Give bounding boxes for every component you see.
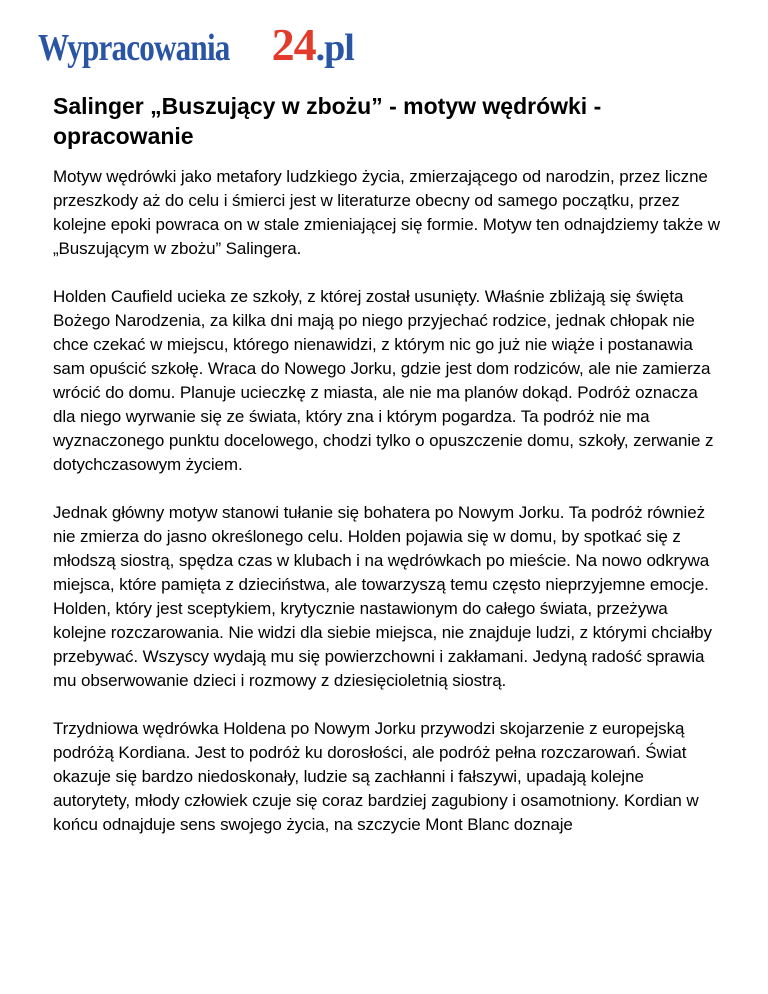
paragraph-escape: Holden Caufield ucieka ze szkoły, z której został usunięty. Właśnie zbliżają się święta Bożego Narodzenia, za kilka dni mają po niego przyjechać rodzice, jednak chłopak nie chce czekać w miejscu, którego nienawidzi, z którym nic go już nie wiąże i postanawia sam opuścić szkołę. Wraca do Nowego Jorku, gdzie jest dom rodziców, ale nie zamierza wrócić do domu. Planuje ucieczkę z miasta, ale nie ma planów dokąd. Podróż oznacza dla niego wyrwanie się ze świata, który zna i którym pogardza. Ta podróż nie ma wyznaczonego punktu docelowego, chodzi tylko o opuszczenie domu, szkoły, zerwanie z dotychczasowym życiem. xyxy=(53,287,714,474)
logo-brand-main: Wypracowania xyxy=(38,27,230,69)
paragraph-new-york: Jednak główny motyw stanowi tułanie się bohatera po Nowym Jorku. Ta podróż również nie zmierza do jasno określonego celu. Holden pojawia się w domu, by spotkać się z młodszą siostrą, spędza czas w klubach i na wędrówkach po mieście. Na nowo odkrywa miejsca, które pamięta z dzieciństwa, ale towarzyszą temu często nieprzyjemne emocje. Holden, który jest sceptykiem, krytycznie nastawionym do całego świata, przeżywa kolejne rozczarowania. Nie widzi dla siebie miejsca, nie znajduje ludzi, z którymi chciałby przebywać. Wszyscy wydają mu się powierzchowni i zakłamani. Jedyną radość sprawia mu obserwowanie dzieci i rozmowy z dziesięcioletnią siostrą. xyxy=(53,503,712,690)
document-title: Salinger „Buszujący w zbożu” - motyw wędrówki - opracowanie xyxy=(53,93,602,149)
paragraph-intro: Motyw wędrówki jako metafory ludzkiego życia, zmierzającego od narodzin, przez liczne przeszkody aż do celu i śmierci jest w literaturze obecny od samego początku, przez kolejne epoki powraca on w stale zmieniającej się formie. Motyw ten odnajdziemy także w „Buszującym w zbożu” Salingera. xyxy=(53,167,720,258)
document-body xyxy=(53,91,721,861)
logo-brand-tld: .pl xyxy=(315,27,354,69)
logo-brand-number: 24 xyxy=(271,19,316,70)
paragraph-kordian: Trzydniowa wędrówka Holdena po Nowym Jorku przywodzi skojarzenie z europejską podróżą Kordiana. Jest to podróż ku dorosłości, ale podróż pełna rozczarowań. Świat okazuje się bardzo niedoskonały, ludzie są zachłanni i fałszywi, upadają kolejne autorytety, młody człowiek czuje się coraz bardziej zagubiony i osamotniony. Kordian w końcu odnajduje sens swojego życia, na szczycie Mont Blanc doznaje xyxy=(53,719,699,834)
site-logo[interactable] xyxy=(38,10,354,80)
